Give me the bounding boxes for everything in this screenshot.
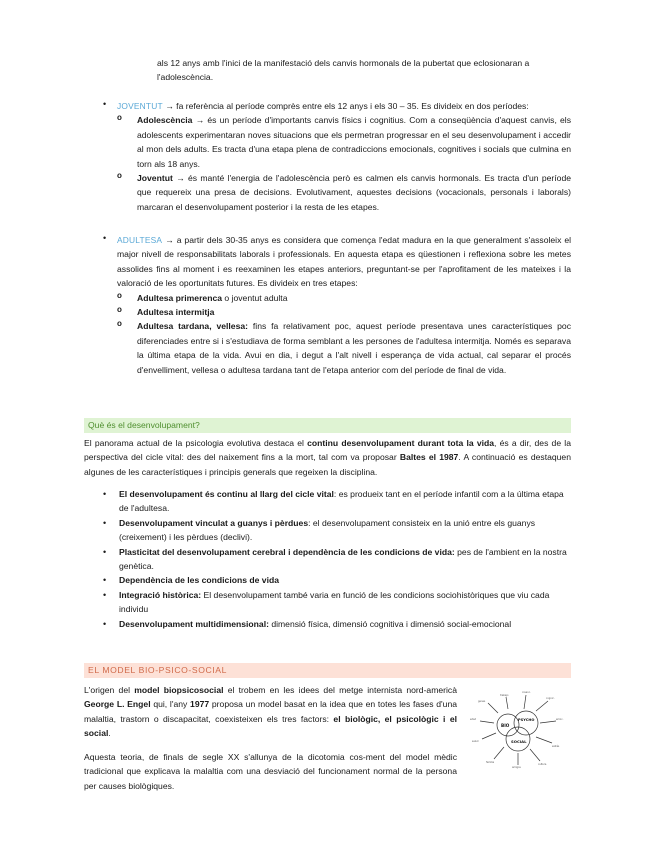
label-psycho: PSYCHO	[518, 718, 535, 722]
circle-psycho	[514, 711, 538, 735]
adultesa-primerenca-term: Adultesa primerenca	[137, 292, 223, 303]
adultesa-label: ADULTESA	[117, 235, 163, 245]
list-item	[103, 617, 571, 631]
bio-text: qui, l'any	[150, 699, 191, 710]
item-term: Plasticitat del desenvolupament cerebral i dependència de les condicions de vida:	[119, 546, 455, 557]
desenvolupament-list	[103, 487, 571, 631]
adultesa-text: a partir dels 30-35 anys es considera que comença l'edat madura en la que generalment s'assoleix el major nivell de responsabilitats laborals i professionals. En aquesta etapa es qüestionen i reflexiona sobre les metes assolides fins al moment i es reexaminen les etapes anteriors, preguntant-se per l'aprofitament de les mateixes i la valoració de les oportunitats futures. Es divideix en tres etapes:	[117, 235, 572, 289]
section-joventut	[103, 99, 571, 214]
svg-text:estrés: estrés	[552, 745, 560, 748]
sub-item-adultesa-primerenca	[103, 291, 571, 305]
bullet-dot: •	[103, 489, 107, 499]
item-text: : el desenvolupament consisteix en la unió entre els guanys (creixement) i les pèrdues (declivi).	[119, 517, 536, 543]
adolescencia-text: és un període d'importants canvis físics i cognitius. Com a conseqüència d'aquest canvis, els adolescents experimentaran noves situacions que els permetran progressar en el seu desenvolupament i accedir al mon dels adults. Es tracta d'una etapa plena de contradiccions emocionals, cognitives i socials que culmina en torn als 18 anys.	[137, 115, 572, 169]
svg-text:familia: familia	[486, 761, 495, 764]
joventut-sub-text: és manté l'energia de l'adolescència però es calmen els canvis hormonals. Es tracta d'un període que requereix una presa de decisions. Evolutivament, aquestes decisions (vocacionals, personals i laborals) marcaran el desenvolupament posterior i la resta de les etapes.	[137, 173, 572, 212]
bullet-dot: •	[103, 517, 107, 528]
intro-text: El panorama actual de la psicologia evolutiva destaca el	[84, 438, 308, 448]
item-text: : es produeix tant en el període infantil com a la última etapa de l'adultesa.	[119, 489, 564, 514]
svg-text:cultura: cultura	[538, 763, 547, 766]
bio-paragraph-1	[84, 683, 457, 741]
list-item	[103, 516, 571, 545]
adultesa-intermitja-paragraph	[137, 305, 571, 319]
bio-paragraph-2: Aquesta teoria, de finals de segle XX s'allunya de la dicotomia cos-ment del model mèdic tradicional que explicava la malaltia com una desviació del funcionament normal de la persona per causes biològiques.	[84, 752, 457, 791]
sub-bullet: o	[117, 290, 122, 300]
label-social: SOCIAL	[511, 739, 527, 744]
item-text: El desenvolupament també varia en funció de les condicions sociohistòriques que viu cada individu	[119, 589, 550, 615]
adolescencia-paragraph	[137, 113, 571, 171]
joventut-label: JOVENTUT	[117, 101, 163, 111]
bio-text: proposa un model basat en la idea que en totes les fases d'una malaltia, trastorn o discapacitat, coexisteixen els tres factors:	[84, 699, 457, 724]
svg-text:edad: edad	[470, 718, 476, 721]
intro-bold: Baltes el 1987	[399, 452, 459, 463]
arrow-icon: →	[195, 115, 205, 126]
adultesa-tardana-text: fins fa relativament poc, aquest període presentava unes característiques poc diferenciades entre si i s'estudiava de forma semblant a les persones de l'adultesa intermitja. Només es separava la última etapa de la vida. Avui en dia, i degut a l'alt nivell i esperança de vida actual, cal separar el procés d'envelliment, vellesa o adultesa tardana tant de l'etapa anterior com del període de final de vida.	[137, 321, 571, 375]
arrow-icon: →	[176, 173, 185, 184]
list-item	[103, 545, 571, 574]
bullet-dot: •	[103, 589, 107, 600]
joventut-text: fa referència al període comprès entre els 12 anys i els 30 – 35. Es divideix en dos períodes:	[173, 101, 529, 111]
bullet-dot: •	[103, 618, 107, 629]
bullet-dot: •	[103, 575, 107, 586]
bio-bold: 1977	[190, 699, 210, 710]
adultesa-primerenca-paragraph	[137, 291, 571, 305]
svg-text:emoc.: emoc.	[556, 718, 564, 721]
item-text: dimensió física, dimensió cognitiva i dimensió social-emocional	[268, 618, 512, 629]
sub-item-adolescencia	[103, 113, 571, 171]
section-adultesa	[103, 233, 571, 377]
item-term: El desenvolupament és continu al llarg del cicle vital	[119, 489, 334, 499]
bullet-adultesa	[103, 233, 571, 291]
item-term: Desenvolupament vinculat a guanys i pèrdues	[119, 517, 309, 528]
joventut-term: Joventut	[137, 173, 173, 184]
item-term: Dependència de les condicions de vida	[119, 575, 279, 586]
diagram-credit-line	[468, 768, 568, 772]
svg-text:amigos: amigos	[512, 766, 521, 769]
desenvolupament-intro	[84, 436, 571, 479]
arrow-icon: →	[165, 235, 174, 245]
svg-text:trabajo: trabajo	[500, 694, 509, 697]
list-item	[103, 588, 571, 617]
list-item	[103, 573, 571, 587]
svg-text:genes: genes	[478, 700, 486, 703]
sub-item-adultesa-intermitja	[103, 305, 571, 319]
label-bio: BIO	[501, 723, 510, 728]
arrow-icon: →	[165, 101, 174, 111]
bio-bold: model biopsicosocial	[134, 685, 224, 695]
sub-bullet: o	[117, 113, 122, 123]
intro-text: . A continuació es destaquen algunes de les característiques i principis generals que regeixen la disciplina.	[84, 452, 571, 477]
item-term: Integració històrica:	[119, 589, 202, 600]
sub-item-joventut	[103, 171, 571, 214]
bullet-dot: •	[103, 546, 107, 557]
sub-bullet: o	[117, 171, 122, 181]
joventut-paragraph	[117, 99, 571, 113]
svg-text:salud: salud	[472, 740, 479, 743]
svg-text:cognic.: cognic.	[546, 697, 555, 700]
joventut-sub-paragraph	[137, 171, 571, 214]
svg-text:creenc.: creenc.	[522, 691, 531, 694]
bio-bold: George L. Engel	[84, 699, 151, 710]
item-term: Desenvolupament multidimensional:	[119, 618, 269, 629]
bio-text: L'origen del	[84, 685, 135, 695]
adultesa-primerenca-text: o joventut adulta	[222, 292, 288, 303]
continuation-paragraph: als 12 anys amb l'inici de la manifestació dels canvis hormonals de la pubertat que eclosionaran a l'adolescència.	[157, 58, 530, 83]
bio-bold: el biològic, el psicològic i el social	[84, 713, 457, 739]
sub-bullet: o	[117, 319, 122, 329]
bullet-dot: •	[103, 99, 107, 109]
section-heading-bio-psico-social: EL MODEL BIO-PSICO-SOCIAL	[84, 663, 571, 678]
bullet-dot: •	[103, 233, 107, 243]
section-heading-desenvolupament: Què és el desenvolupament?	[84, 418, 571, 433]
adultesa-tardana-paragraph	[137, 319, 571, 377]
sub-bullet: o	[117, 305, 122, 315]
adultesa-intermitja-term: Adultesa intermitja	[137, 307, 215, 318]
intro-bold: continu desenvolupament durant tota la vida	[307, 438, 495, 448]
adultesa-tardana-term: Adultesa tardana, vellesa:	[137, 321, 249, 332]
adultesa-paragraph	[117, 233, 571, 291]
intro-text: , és a dir, des de la perspectiva del cicle vital: des del naixement fins a la mort, tal com va proposar	[84, 438, 571, 463]
list-item	[103, 487, 571, 516]
adolescencia-term: Adolescència	[137, 115, 193, 126]
biopsychosocial-diagram	[468, 687, 568, 769]
bio-text: el trobem en les idees del metge internista nord-americà	[223, 685, 457, 695]
sub-item-adultesa-tardana	[103, 319, 571, 377]
bullet-joventut	[103, 99, 571, 113]
bio-text: .	[108, 728, 111, 739]
item-text: pes de l'ambient en la nostra genètica.	[119, 546, 567, 572]
